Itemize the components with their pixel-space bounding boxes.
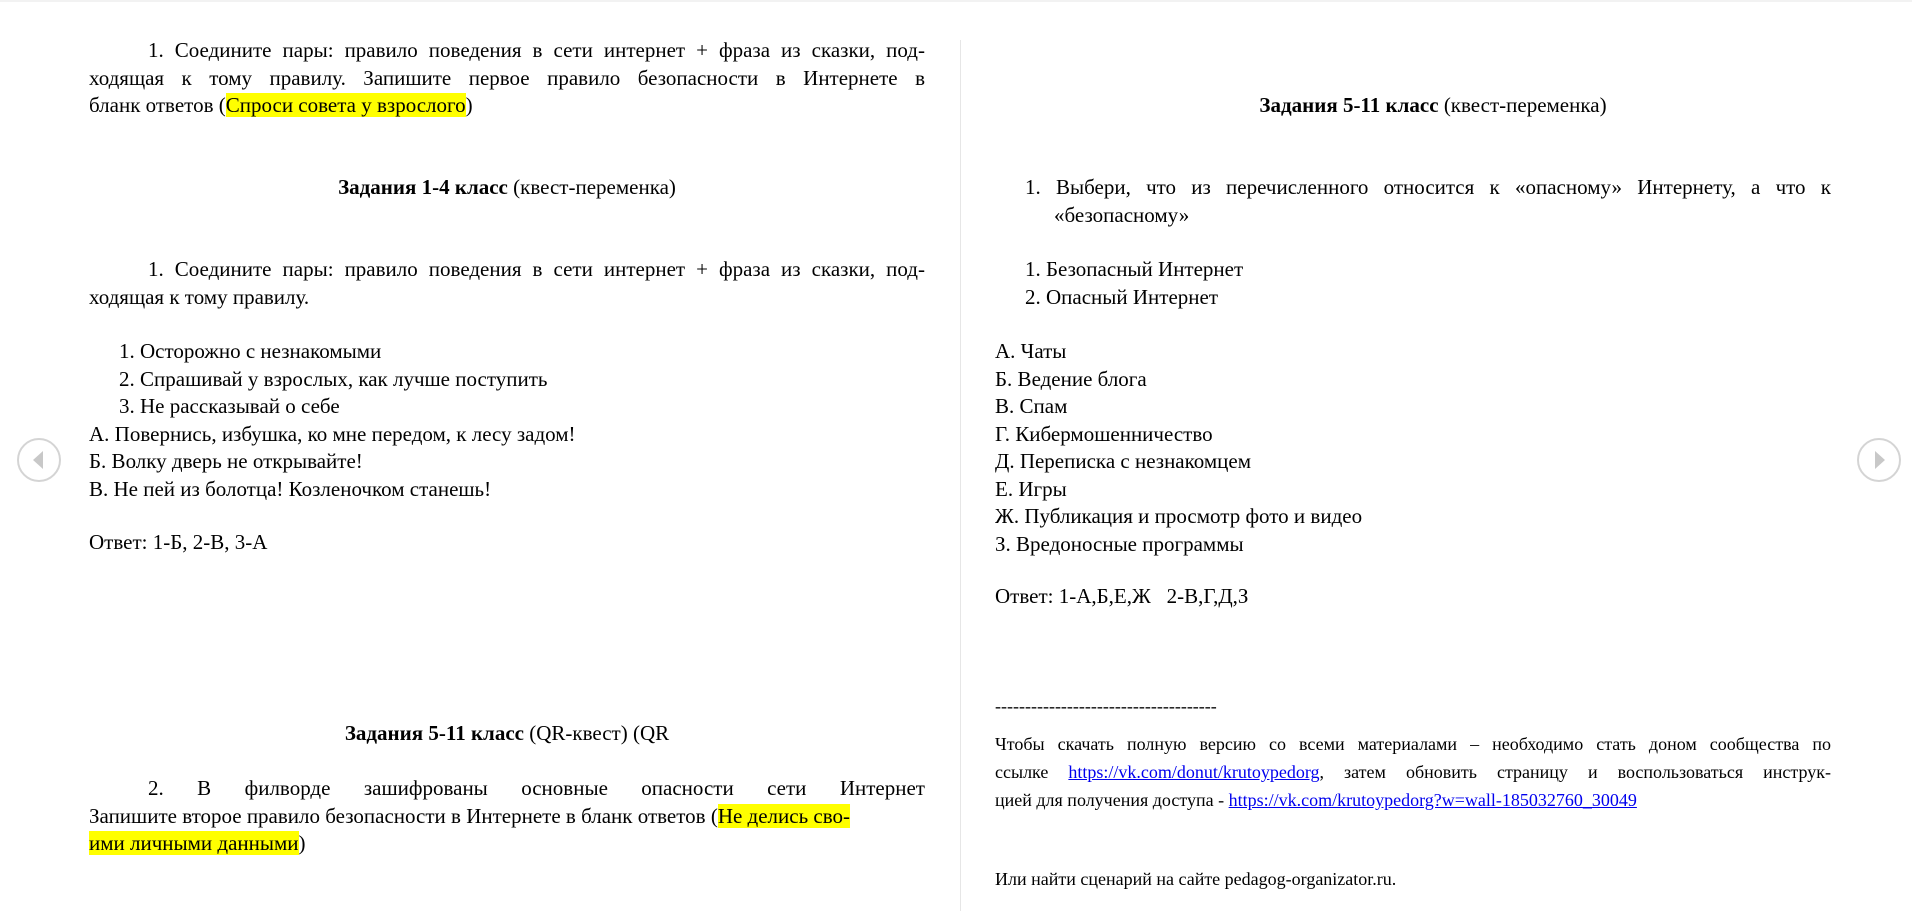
list-item: 3. Не рассказывай о себе [119,394,340,418]
list-item: А. Чаты [995,339,1067,363]
text-line: цией для получения доступа - https://vk.com/krutoypedorg?w=wall-185032760_30049 [995,790,1637,810]
paragraph-task-1 [89,256,925,311]
highlighted-answer: Не делись сво- [717,803,851,828]
text-line: ими личными данными) [89,831,306,855]
text-line: 1. Соедините пары: правило поведения в сети интернет + фраза из сказки, под- [148,38,925,62]
text-line: 1. Выбери, что из перечисленного относится к «опасному» Интернету, а что к [1025,175,1831,199]
text-line: «безопасному» [1054,202,1190,227]
text-line: 2. В филворде зашифрованы основные опасности сети Интернет [148,776,925,800]
donut-link[interactable]: https://vk.com/donut/krutoypedorg [1068,762,1320,782]
footer-download-info [995,730,1831,814]
answer-text: Ответ: 1-Б, 2-В, 3-А [89,530,268,554]
text-line: ссылке https://vk.com/donut/krutoypedorg, затем обновить страницу и воспользоваться инструк- [995,762,1832,782]
list-item: Ж. Публикация и просмотр фото и видео [995,504,1363,528]
heading-grades-5-11-qr: Задания 5-11 класс (QR-квест) (QR [344,721,670,745]
list-item: З. Вредоносные программы [995,531,1244,556]
arrow-right-icon [1859,440,1899,480]
text-line: ходящая к тому правилу. [89,284,310,309]
previous-page-button[interactable] [17,438,61,482]
rules-list [89,338,925,503]
list-item: 1. Осторожно с незнакомыми [119,339,382,363]
paragraph-task-2 [89,775,925,858]
highlighted-answer: Спроси совета у взрослого [225,93,466,117]
list-item: В. Не пей из болотца! Козленочком станешь! [89,476,492,501]
arrow-left-icon [19,440,59,480]
list-item: А. Повернись, избушка, ко мне передом, к лесу задом! [89,421,576,446]
list-item: В. Спам [995,394,1068,418]
heading-grades-5-11: Задания 5-11 класс (квест-переменка) [1259,93,1607,117]
text-line: Чтобы скачать полную версию со всеми материалами – необходимо стать доном сообщества по [995,734,1831,754]
items-list [995,338,1831,558]
page-divider [960,40,961,911]
text-line: ходящая к тому правилу. Запишите первое правило безопасности в Интернете в [89,65,925,90]
categories-list [995,256,1831,311]
site-reference: Или найти сценарий на сайте pedagog-organizator.ru. [995,869,1397,889]
text-line: 1. Соедините пары: правило поведения в сети интернет + фраза из сказки, под- [148,257,925,281]
list-item: Г. Кибермошенничество [995,421,1213,446]
top-border [0,0,1912,2]
list-item: Б. Ведение блога [995,366,1147,391]
task-question [995,174,1831,229]
heading-grades-1-4: Задания 1-4 класс (квест-переменка) [338,175,676,199]
list-item: Е. Игры [995,476,1067,501]
paragraph-task-intro [89,37,925,120]
next-page-button[interactable] [1857,438,1901,482]
list-item: 1. Безопасный Интернет [1025,257,1244,281]
text-line: Запишите второе правило безопасности в Интернете в бланк ответов (Не делись сво- [89,803,851,828]
answer-text: Ответ: 1-А,Б,Е,Ж 2-В,Г,Д,З [995,584,1249,608]
list-item: 2. Спрашивай у взрослых, как лучше поступить [119,366,548,391]
list-item: 2. Опасный Интернет [1025,284,1219,309]
text-line: бланк ответов (Спроси совета у взрослого) [89,93,473,117]
wall-post-link[interactable]: https://vk.com/krutoypedorg?w=wall-185032760_30049 [1228,790,1637,810]
highlighted-answer: ими личными данными [89,831,299,855]
list-item: Б. Волку дверь не открывайте! [89,449,363,473]
list-item: Д. Переписка с незнакомцем [995,449,1251,473]
separator: ------------------------------------- [995,696,1217,716]
